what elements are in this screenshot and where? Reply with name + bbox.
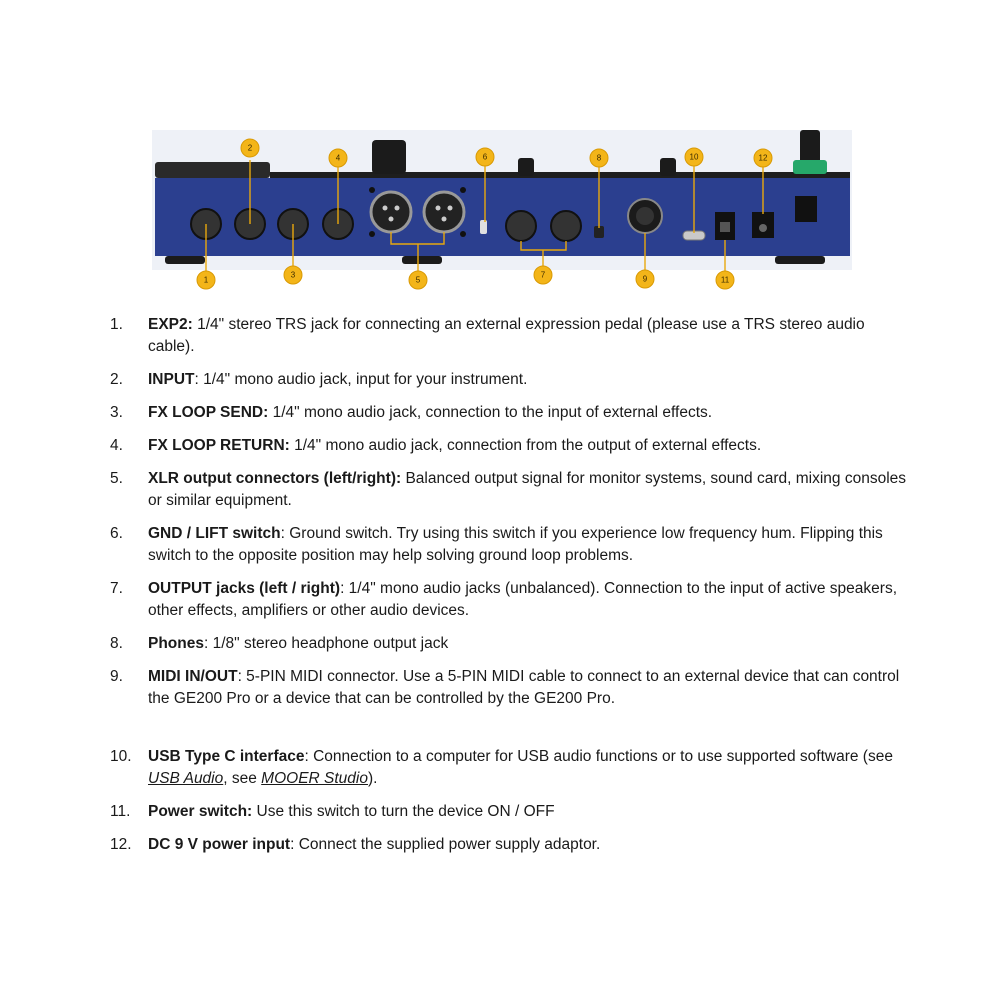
svg-text:8: 8: [596, 153, 602, 163]
list-item: [110, 746, 910, 790]
list-item: [110, 633, 910, 655]
svg-text:12: 12: [758, 153, 768, 163]
mooer-studio-link[interactable]: MOOER Studio: [261, 770, 368, 787]
foot-right: [775, 256, 825, 264]
item-number: 11.: [110, 803, 131, 820]
pedal-top-left: [155, 162, 270, 178]
callout-1: [197, 271, 215, 289]
item-term: FX LOOP SEND:: [148, 404, 269, 421]
svg-text:11: 11: [720, 275, 730, 285]
callout-5: [409, 271, 427, 289]
item-desc: : 5-PIN MIDI connector. Use a 5-PIN MIDI cable to connect to an external device that can control the GE200 Pro or a device that can be controlled by the GE200 Pro.: [148, 668, 900, 707]
item-desc: : Connection to a computer for USB audio functions or to use supported software (see: [304, 748, 893, 765]
callout-4: [329, 149, 347, 167]
svg-text:3: 3: [290, 270, 296, 280]
item-term: Power switch:: [148, 803, 253, 820]
item-term: DC 9 V power input: [148, 836, 291, 853]
item-desc-tail: ).: [367, 770, 378, 787]
output-jack-right: [551, 211, 581, 241]
svg-text:2: 2: [247, 143, 253, 153]
callout-9: [636, 270, 654, 288]
svg-text:5: 5: [415, 275, 421, 285]
item-term: Phones: [148, 635, 204, 652]
list-item: [110, 468, 910, 512]
item-desc: : 1/4" mono audio jacks (unbalanced). Connection to the input of active speakers, other effects, amplifiers or other audio devices.: [148, 580, 898, 619]
item-term: OUTPUT jacks (left / right): [148, 580, 341, 597]
callout-6: [476, 148, 494, 166]
list-item: [110, 435, 910, 457]
item-desc: : Ground switch. Try using this switch if you experience low frequency hum. Flipping this switch to the opposite position may help solving ground loop problems.: [148, 525, 883, 564]
callout-11: [716, 271, 734, 289]
item-desc-mid: , see: [223, 770, 262, 787]
output-jack-left: [506, 211, 536, 241]
item-number: 10.: [110, 748, 132, 765]
svg-text:4: 4: [335, 153, 341, 163]
item-term: MIDI IN/OUT: [148, 668, 238, 685]
pedal-led: [793, 160, 827, 174]
item-term: GND / LIFT switch: [148, 525, 281, 542]
item-number: 2.: [110, 371, 123, 388]
callout-3: [284, 266, 302, 284]
item-term: USB Type C interface: [148, 748, 305, 765]
list-item: [110, 314, 910, 358]
item-number: 6.: [110, 525, 123, 542]
rear-panel-diagram: [0, 0, 1000, 300]
item-desc: 1/4" mono audio jack, connection from the output of external effects.: [289, 437, 762, 454]
item-term: FX LOOP RETURN:: [148, 437, 290, 454]
item-desc: 1/4" stereo TRS jack for connecting an external expression pedal (please use a TRS stereo audio cable).: [148, 316, 865, 355]
callout-12: [754, 149, 772, 167]
foot-mid: [402, 256, 442, 264]
callout-10: [685, 148, 703, 166]
gnd-lift-switch: [480, 220, 487, 234]
item-term: EXP2:: [148, 316, 193, 333]
svg-text:7: 7: [540, 270, 546, 280]
svg-text:10: 10: [689, 152, 699, 162]
foot-left: [165, 256, 205, 264]
callout-8: [590, 149, 608, 167]
item-desc: : 1/8" stereo headphone output jack: [203, 635, 449, 652]
svg-text:1: 1: [203, 275, 209, 285]
top-knob: [372, 140, 406, 174]
item-number: 8.: [110, 635, 123, 652]
list-item: [110, 369, 910, 391]
item-number: 7.: [110, 580, 123, 597]
list-item: [110, 402, 910, 424]
connector-list: [110, 314, 910, 867]
item-number: 1.: [110, 316, 123, 333]
item-number: 5.: [110, 470, 123, 487]
svg-text:6: 6: [482, 152, 488, 162]
item-number: 4.: [110, 437, 123, 454]
item-number: 9.: [110, 668, 123, 685]
item-desc: Use this switch to turn the device ON / OFF: [252, 803, 555, 820]
callout-2: [241, 139, 259, 157]
list-item: [110, 834, 910, 856]
item-term: INPUT: [148, 371, 195, 388]
top-knob-small-1: [518, 158, 534, 176]
list-item: [110, 523, 910, 567]
list-item: [110, 666, 910, 710]
item-desc: : 1/4" mono audio jack, input for your instrument.: [194, 371, 528, 388]
list-item: [110, 801, 910, 823]
usb-audio-link[interactable]: USB Audio: [148, 770, 224, 787]
xlr-right: [424, 192, 464, 232]
svg-text:9: 9: [642, 274, 648, 284]
right-side-jack: [795, 196, 817, 222]
item-number: 12.: [110, 836, 132, 853]
item-desc: 1/4" mono audio jack, connection to the input of external effects.: [268, 404, 713, 421]
xlr-left: [371, 192, 411, 232]
callout-7: [534, 266, 552, 284]
top-knob-small-2: [660, 158, 676, 176]
item-term: XLR output connectors (left/right):: [148, 470, 402, 487]
item-desc: : Connect the supplied power supply adaptor.: [290, 836, 601, 853]
list-item: [110, 578, 910, 622]
item-number: 3.: [110, 404, 123, 421]
item-desc: Balanced output signal for monitor systems, sound card, mixing consoles or similar equipment.: [148, 470, 907, 509]
